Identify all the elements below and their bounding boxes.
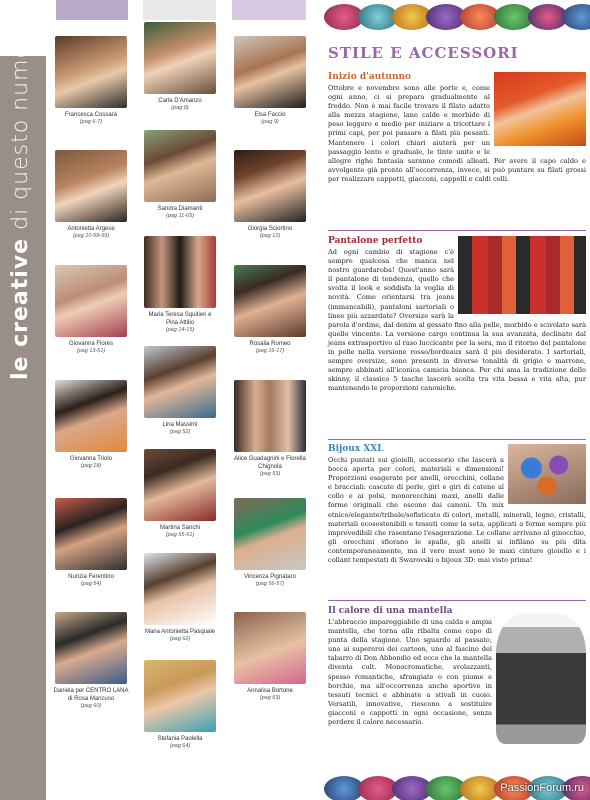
creative-card [232, 36, 308, 126]
creative-card [142, 553, 218, 643]
creative-card [232, 612, 308, 702]
article-title: STILE E ACCESSORI [328, 44, 519, 62]
creative-name: Francesca Cossarà [64, 112, 118, 118]
portrait-photo [144, 130, 216, 202]
portrait-photo [144, 22, 216, 94]
leather-trousers-photo [458, 236, 586, 314]
autumn-knit-photo [494, 72, 586, 146]
creative-name: Daniela per CENTRO LANA di Rosa Mancuso [53, 688, 129, 702]
creative-page: (pag 8) [171, 105, 189, 111]
section-heading: Bijoux XXL [328, 444, 384, 454]
creative-name: Martina Sanchi [159, 525, 201, 531]
creative-name: Carla D'Amanzo [158, 98, 202, 104]
creative-card [53, 612, 129, 710]
creative-card [53, 150, 129, 240]
creative-name: Nunzia Ferentino [68, 574, 114, 580]
creative-card [232, 498, 308, 588]
creative-name: Annalisa Bortone [247, 688, 293, 694]
creative-name: Rosalia Romeo [249, 341, 291, 347]
section-divider [328, 600, 586, 601]
portrait-photo [55, 265, 127, 337]
creative-name: Maria Teresa Squitieri e Pina Attilio [148, 312, 212, 326]
creative-card [142, 346, 218, 436]
portrait-photo [144, 346, 216, 418]
creative-name: Alice Guadagnini e Fiorella Chignola [234, 456, 306, 470]
yarn-banner-top [324, 0, 590, 28]
top-color-block [143, 0, 216, 20]
portrait-photo [144, 449, 216, 521]
creative-name: Vincenza Pignataro [244, 574, 296, 580]
portrait-photo [234, 150, 306, 222]
portrait-photo [234, 265, 306, 337]
creative-page: (pag 10-58-59) [72, 233, 110, 239]
section-pantalone [328, 236, 586, 394]
maxi-rings-photo [508, 444, 586, 504]
creative-page: (pag 11-65) [165, 213, 195, 219]
section-text: Ad ogni cambio di stagione c'è sempre qualcosa che manca nel nostro guardaroba! Quest'anno sarà il pantalone di tendenza, quello che svolta il look e soddisfa la voglia di novità. Come orientarsi tra jeans (immancabili), pantaloni sartoriali o linee più azzardate? Oversize sarà la parola d'ordine, dal denim al gessato fino alla pelle, morbido e scivolato sarà quello vincente. La versione cargo continua la sua avanzata, declinato dal jeans extrasportivo al raso luccicante per la sera, ma il ritorno del pantalone in pelle nella versione rosso/bordeaux sarà il più desiderato. I sartoriali, sempre oversize, sono presenti in diverse tonalità di grigio e marrone, sempre abbinati all'iconica camicia bianca. Per chi ama la tradizione dello skinny, il classico 5 tasche lascerà scelta tra vita bassa e vita alta, pur mantenendo le proporzioni canoniche. [328, 248, 586, 393]
creative-card [53, 265, 129, 355]
section-divider [328, 230, 586, 231]
section-text: L'abbraccio impareggiabile di una calda e ampia mantella, che torna alla ribalta come capo di punta della stagione. Uno sguardo al passato, uno ai supereroi dei cartoon, uno al fascino del tabarro di Don Abbondio ed ecco che la mantella diventa cult. Monocromatiche, svolazzanti, spesso romantiche, sfrangiate o con piume e borchie, ma all'occorrenza anche sportive in tessuti tecnici e abbinate a stivali in cuoio. Versatili, innovative, riescono a sostituire giacconi e cappotti in ogni occasione, senza perdere il calore necessario. [328, 618, 492, 727]
creative-card [142, 130, 218, 220]
creative-page: (pag 9) [261, 119, 279, 125]
watermark: PassionForum.ru [500, 782, 584, 794]
creative-name: Elsa Faccio [254, 112, 286, 118]
portrait-photo [144, 553, 216, 625]
creative-card [232, 265, 308, 355]
creative-page: (pag 60) [80, 703, 102, 709]
top-color-block [56, 0, 128, 20]
creative-name: Antonietta Argese [67, 226, 115, 232]
creative-card [142, 236, 218, 334]
section-heading: Pantalone perfetto [328, 236, 423, 246]
creative-page: (pag 18) [80, 463, 102, 469]
section-inizio-autunno [328, 72, 586, 184]
creative-name: Lina Massimi [162, 422, 198, 428]
creative-page: (pag 6-7) [79, 119, 103, 125]
creative-page: (pag 52) [169, 429, 191, 435]
creative-page: (pag 55-61) [165, 532, 195, 538]
portrait-photo [234, 498, 306, 570]
creative-card [142, 449, 218, 539]
creative-page: (pag 56-57) [255, 581, 285, 587]
portrait-photo [144, 660, 216, 732]
creative-page: (pag 53) [259, 471, 281, 477]
portrait-photo [144, 236, 216, 308]
section-text: Ottobre e novembre sono alle porte e, come ogni anno, ci si prepara gradualmente al freddo. Non è mai facile trovare il filato adatto alla mezza stagione, lane calde e morbide di peso leggero e medio per iniziare a tricottare i primi capi, per poi passare a filati più pesanti. Mantenere i colori chiari aiuterà per un passaggio lento e graduale, le tinte unite e le allegre righe fantasia saranno comodi alleati. Per avere il capo caldo e avvolgente già pronto all'occorrenza, invece, si può puntare su filati grossi per realizzare cappotti, giacconi, cappelli e caldi colli. [328, 84, 586, 183]
portrait-photo [55, 612, 127, 684]
creative-page: (pag 12) [259, 233, 281, 239]
article [328, 38, 586, 68]
creative-card [142, 22, 218, 112]
top-color-block [232, 0, 306, 20]
portrait-photo [234, 36, 306, 108]
portrait-photo [234, 612, 306, 684]
creative-name: Stefania Paolella [157, 736, 203, 742]
section-heading: Inizio d'autunno [328, 72, 412, 82]
creative-card [53, 380, 129, 470]
cape-photo [496, 614, 586, 744]
creative-page: (pag 14-15) [165, 327, 195, 333]
creative-page: (pag 54) [80, 581, 102, 587]
creative-name: Giovanna Flores [68, 341, 114, 347]
creative-page: (pag 16-17) [255, 348, 285, 354]
creative-card [142, 660, 218, 750]
creative-page: (pag 62) [169, 636, 191, 642]
portrait-photo [55, 36, 127, 108]
creative-name: Maria Antonietta Pasquale [144, 629, 216, 635]
creative-card [53, 36, 129, 126]
creative-name: Giovanna Triolo [69, 456, 113, 462]
section-mantella [328, 606, 586, 746]
section-bijoux [328, 444, 586, 565]
portrait-photo [55, 150, 127, 222]
portrait-photo [55, 498, 127, 570]
section-divider [328, 439, 586, 440]
creative-page: (pag 13-51) [76, 348, 106, 354]
creative-card [232, 150, 308, 240]
section-text: Occhi puntati sui gioielli, accessorio che lascerà a bocca aperta per colori, materiali e dimensioni! Proporzioni esagerate per anelli, orecchini, collane e bracciali: cascate di perle, giri e giri di catene al collo e ai polsi, monorecchini maxi, anelli dalle forme originali che escono dai canoni. Un mix etnico/elegante/tribale/sofisticato di colori, metalli, minerali, legno, cristalli, materiali ecosostenibili e tessuti come la seta, applicati a forme sempre più imprevedibili che rasentano l'esagerazione. Le collane arrivano al ginocchio, gli orecchini sfiorano le spalle, gli anelli si infilano su più dita contemporaneamente, ma il vero must sono le maxi cinture gioiello e i collant tempestati di Swarovski o bijoux 3D: mai visto prima! [328, 456, 586, 565]
portrait-photo [234, 380, 306, 452]
portrait-photo [55, 380, 127, 452]
section-heading: Il calore di una mantella [328, 606, 453, 616]
creative-card [53, 498, 129, 588]
creative-page: (pag 63) [259, 695, 281, 701]
creative-name: Sandra Diamanti [157, 206, 203, 212]
side-label: le creative di questo numero [8, 19, 33, 380]
creative-card [232, 380, 308, 478]
creative-name: Giorgia Sciortino [247, 226, 293, 232]
creative-page: (pag 64) [169, 743, 191, 749]
